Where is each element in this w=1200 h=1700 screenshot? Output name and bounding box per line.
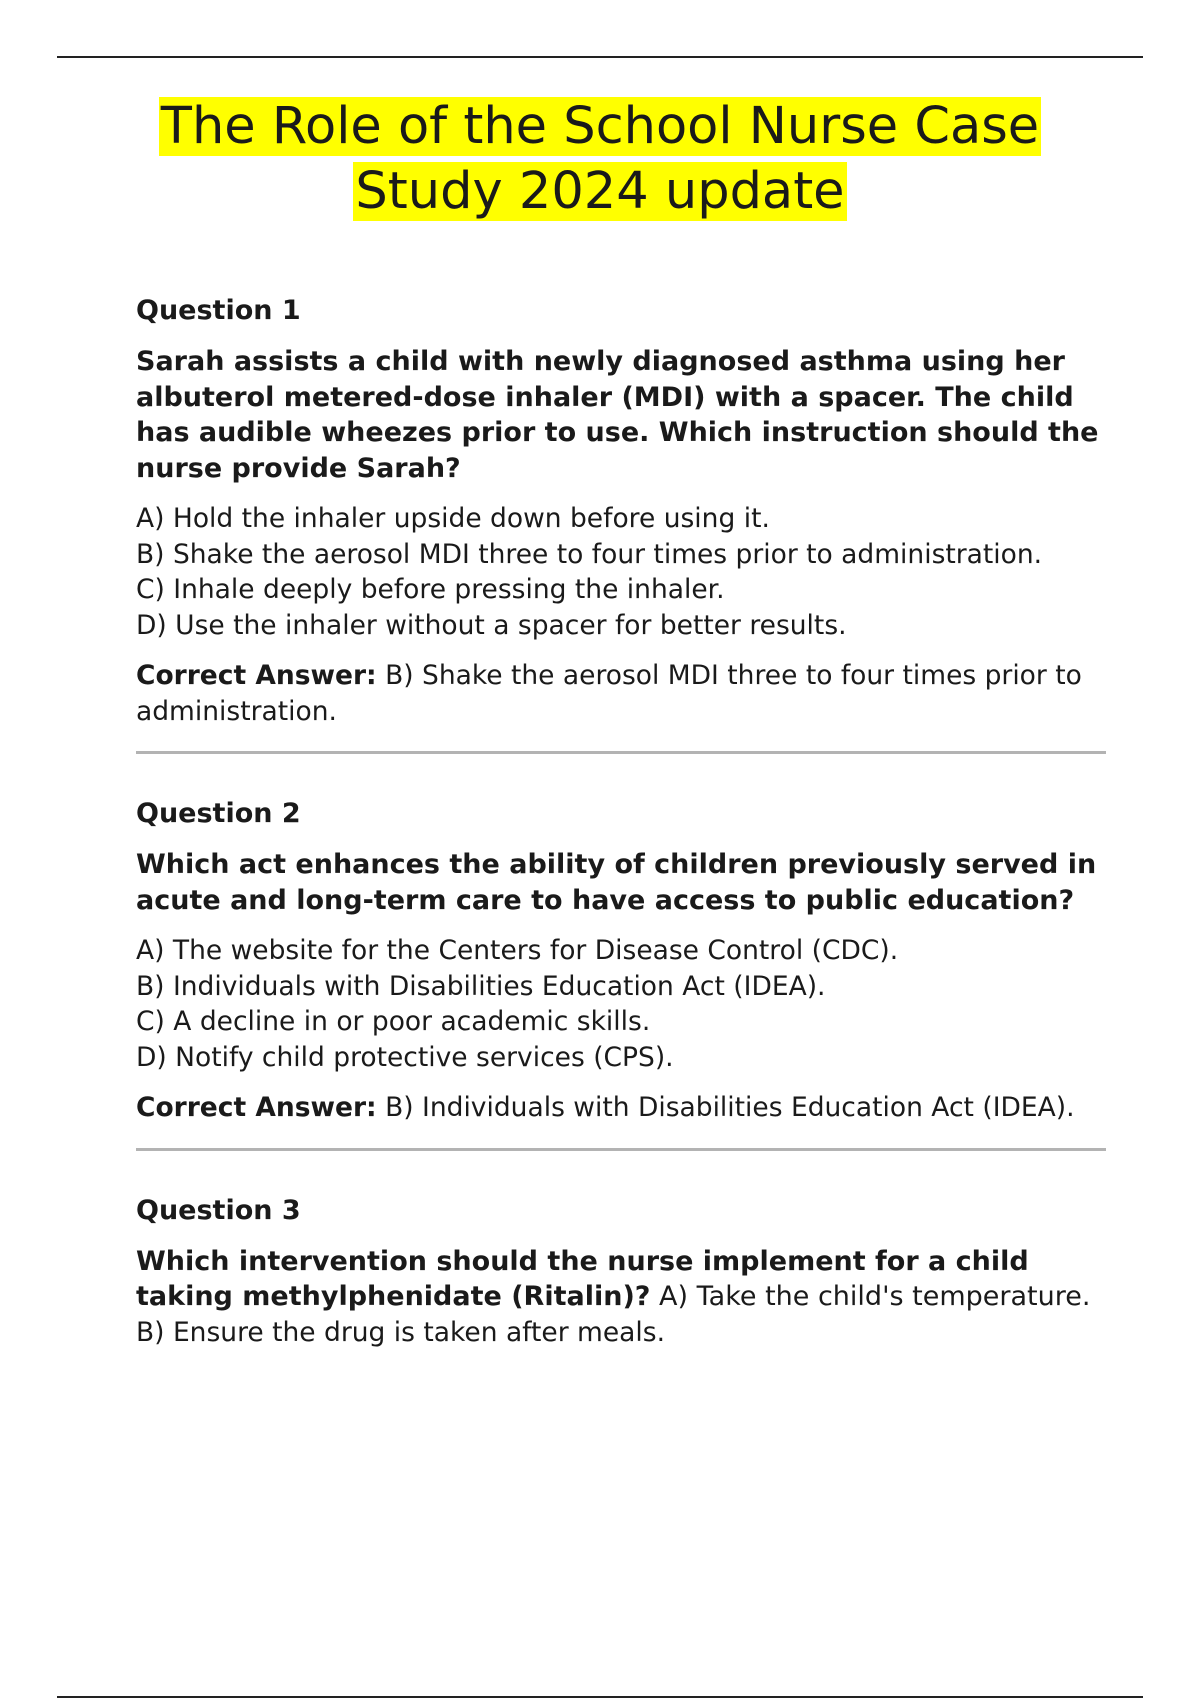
question-text: Which act enhances the ability of children previously served in acute and long-term care to have access to public education? [136,849,1097,916]
correct-answer-text: B) Individuals with Disabilities Education Act (IDEA). [376,1092,1075,1123]
option-b: B) Shake the aerosol MDI three to four times prior to administration. [136,538,1043,570]
correct-answer-label: Correct Answer: [136,1092,377,1123]
question-text [136,1244,1106,1315]
option-a: A) The website for the Centers for Disease Control (CDC). [136,935,899,966]
document-title [60,94,1140,224]
title-line-2: Study 2024 update [355,162,845,221]
title-line-1: The Role of the School Nurse Case [160,97,1040,156]
option-a: A) Hold the inhaler upside down before using it. [136,503,770,534]
question-separator [136,1148,1106,1151]
footer-rule [57,1696,1143,1698]
option-d: D) Notify child protective services (CPS). [136,1041,674,1073]
correct-answer-label: Correct Answer: [136,660,377,691]
document-body [136,293,1106,1365]
question-1 [136,293,1106,729]
option-b: B) Individuals with Disabilities Education Act (IDEA). [136,970,826,1002]
question-stem: Which intervention should the nurse implement for a child taking methylphenidate (Ritalin)? [136,1245,1029,1312]
option-d: D) Use the inhaler without a spacer for better results. [136,609,847,641]
question-heading: Question 3 [136,1194,301,1226]
option-c: C) Inhale deeply before pressing the inhaler. [136,574,725,605]
answer-options [136,501,1106,643]
question-heading: Question 2 [136,798,301,829]
question-text: Sarah assists a child with newly diagnosed asthma using her albuterol metered-dose inhaler (MDI) with a spacer. The child has audible wheezes prior to use. Which instruction should the nurse provide Sarah? [136,346,1099,484]
question-heading: Question 1 [136,295,301,326]
question-3 [136,1193,1106,1351]
header-rule [57,56,1143,58]
question-separator [136,751,1106,754]
answer-options [136,933,1106,1075]
correct-answer [136,1090,1106,1126]
option-b: B) Ensure the drug is taken after meals. [136,1316,666,1348]
answer-options [136,1315,1106,1351]
option-a: A) Take the child's temperature. [650,1281,1091,1312]
correct-answer-text: B) Shake the aerosol MDI three to four times prior to administration. [136,660,1082,727]
correct-answer [136,658,1106,729]
option-c: C) A decline in or poor academic skills. [136,1006,651,1037]
question-2 [136,796,1106,1126]
